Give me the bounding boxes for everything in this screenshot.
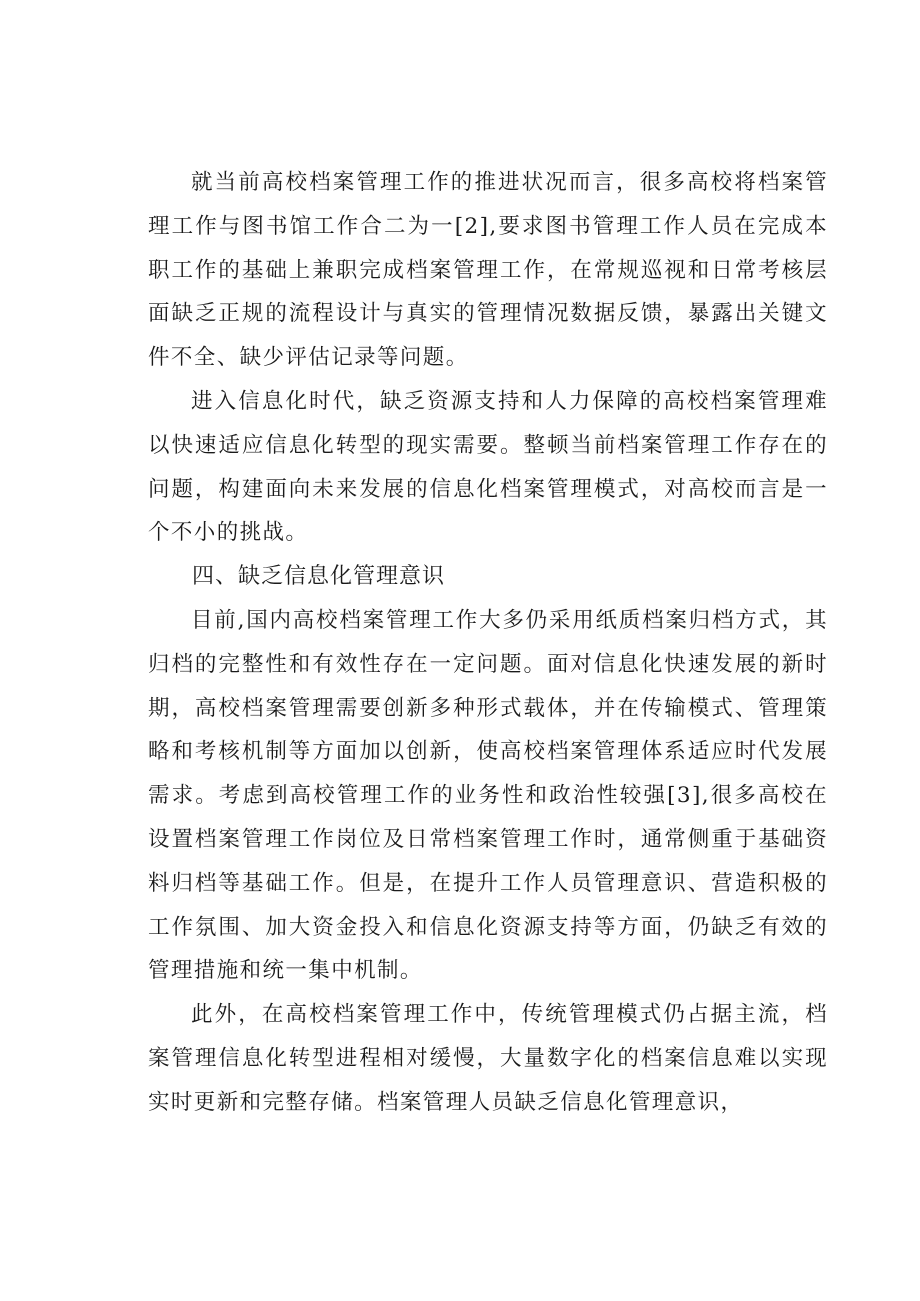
section-heading: 四、缺乏信息化管理意识 bbox=[192, 564, 446, 590]
paragraph-traditional-mode: 此外，在高校档案管理工作中，传统管理模式仍占据主流，档案管理信息化转型进程相对缓慢，大量数字化的档案信息难以实现实时更新和完整存储。档案管理人员缺乏信息化管理意识， bbox=[148, 1002, 828, 1115]
paragraph-paper-archive-status: 目前,国内高校档案管理工作大多仍采用纸质档案归档方式，其归档的完整性和有效性存在一定问题。面对信息化快速发展的新时期，高校档案管理需要创新多种形式载体，并在传输模式、管理策略和考核机制等方面加以创新，使高校档案管理体系适应时代发展需求。考虑到高校管理工作的业务性和政治性较强[3],很多高校在设置档案管理工作岗位及日常档案管理工作时，通常侧重于基础资料归档等基础工作。但是，在提升工作人员管理意识、营造积极的工作氛围、加大资金投入和信息化资源支持等方面，仍缺乏有效的管理措施和统一集中机制。 bbox=[148, 607, 828, 984]
paragraph-information-era-challenge: 进入信息化时代，缺乏资源支持和人力保障的高校档案管理难以快速适应信息化转型的现实需要。整顿当前档案管理工作存在的问题，构建面向未来发展的信息化档案管理模式，对高校而言是一个不小的挑战。 bbox=[148, 388, 828, 546]
document-body bbox=[148, 161, 828, 1125]
paragraph-archive-library-merge: 就当前高校档案管理工作的推进状况而言，很多高校将档案管理工作与图书馆工作合二为一[2],要求图书管理工作人员在完成本职工作的基础上兼职完成档案管理工作，在常规巡视和日常考核层面缺乏正规的流程设计与真实的管理情况数据反馈，暴露出关键文件不全、缺少评估记录等问题。 bbox=[148, 170, 828, 371]
